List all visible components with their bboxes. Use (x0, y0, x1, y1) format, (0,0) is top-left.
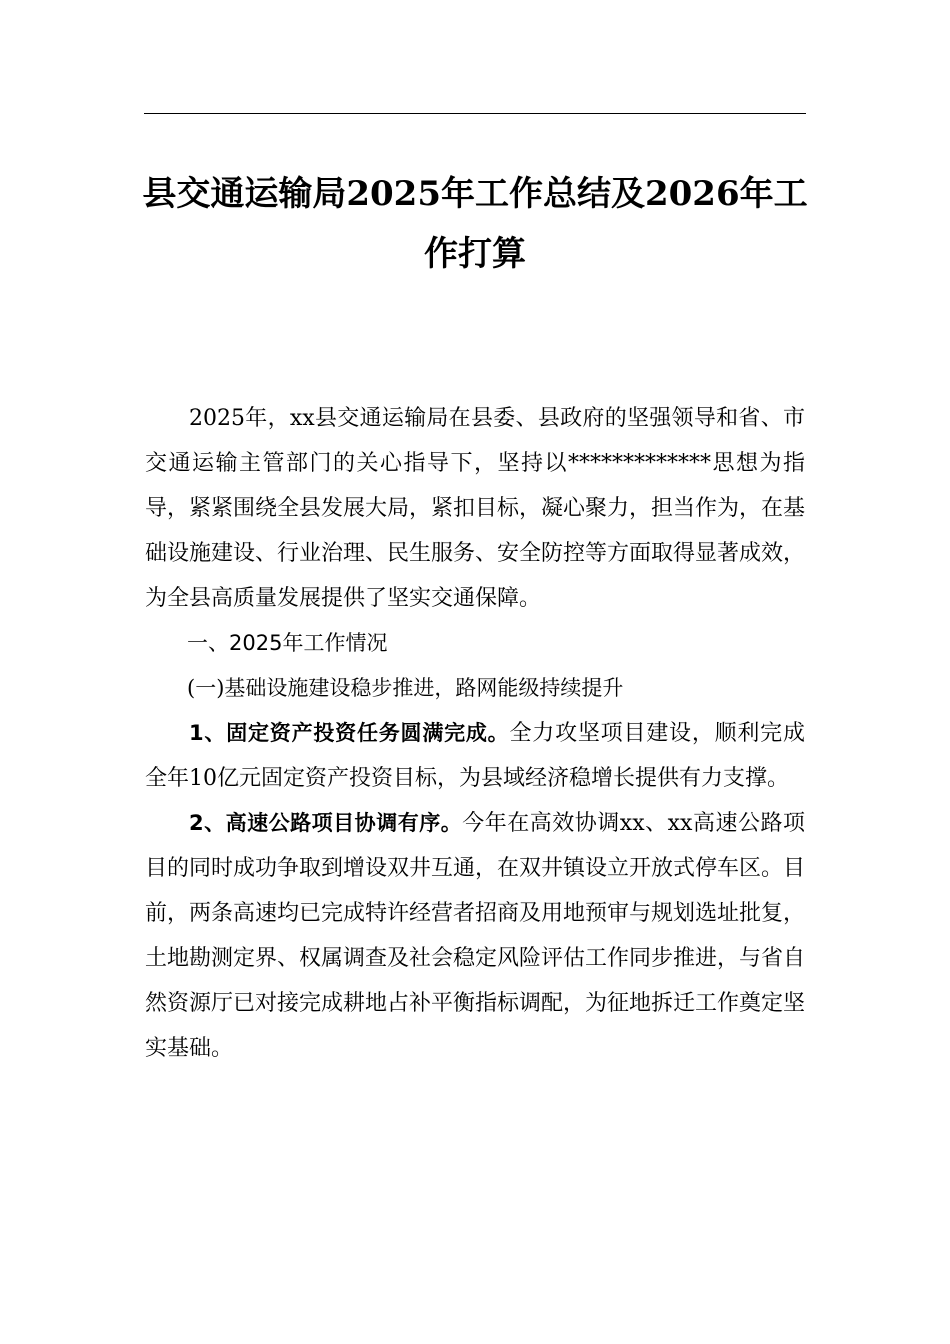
document-body (145, 396, 805, 1071)
title-line-1: 县交通运输局2025年工作总结及2026年工 (142, 174, 808, 214)
document-title (140, 164, 810, 284)
item-1-text: 全力攻坚项目建设，顺利完成全年10亿元固定资产投资目标，为县域经济稳增长提供有力支撑。 (145, 721, 805, 791)
title-line-2: 作打算 (424, 234, 526, 274)
item-2-text: 今年在高效协调xx、xx高速公路项目的同时成功争取到增设双井互通，在双井镇设立开放式停车区。目前，两条高速均已完成特许经营者招商及用地预审与规划选址批复，土地勘测定界、权属调查及社会稳定风险评估工作同步推进，与省自然资源厅已对接完成耕地占补平衡指标调配，为征地拆迁工作奠定坚实基础。 (145, 811, 806, 1061)
item-2-lead: 2、高速公路项目协调有序。 (189, 811, 463, 835)
section-heading: 一、2025年工作情况 (187, 631, 388, 655)
item-1-lead: 1、固定资产投资任务圆满完成。 (189, 721, 510, 745)
header-rule (144, 113, 806, 114)
intro-paragraph: 2025年，xx县交通运输局在县委、县政府的坚强领导和省、市交通运输主管部门的关心指导下，坚持以*************思想为指导，紧紧围绕全县发展大局，紧扣目标，凝心聚力，担当作为，在基础设施建设、行业治理、民生服务、安全防控等方面取得显著成效，为全县高质量发展提供了坚实交通保障。 (145, 406, 806, 611)
item-paragraph-1 (145, 711, 805, 801)
item-paragraph-2 (145, 801, 805, 1071)
subsection-heading: (一)基础设施建设稳步推进，路网能级持续提升 (187, 676, 624, 700)
